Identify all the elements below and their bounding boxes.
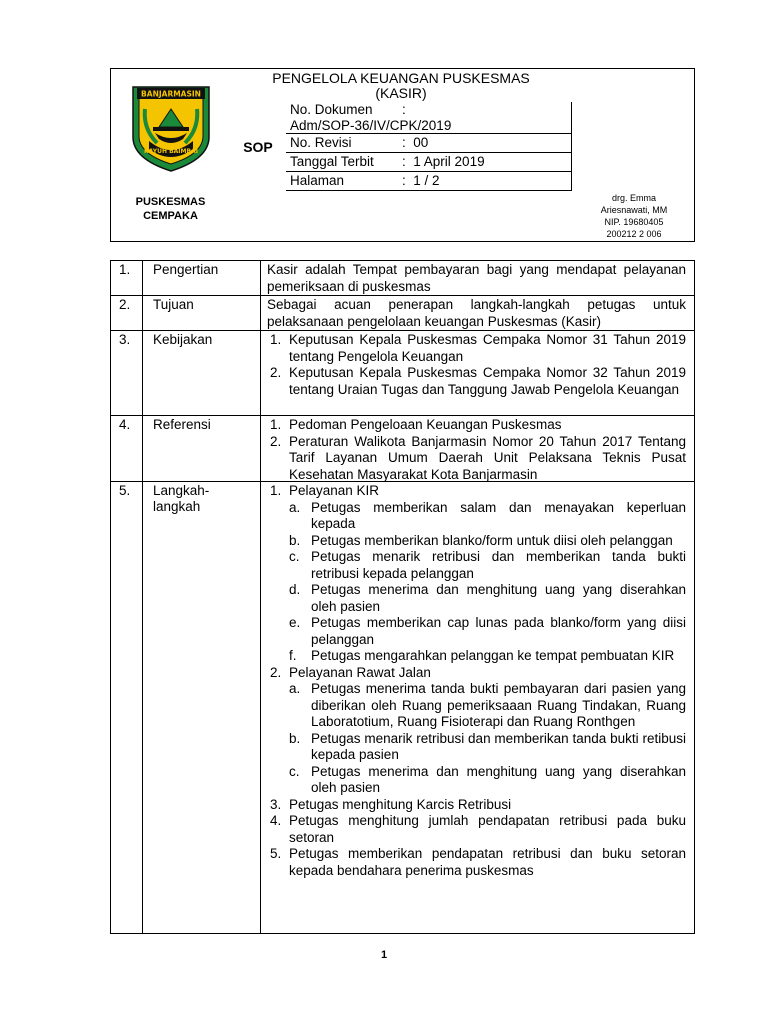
logo-cell — [111, 69, 230, 191]
step-heading: 2. Pelayanan Rawat Jalan — [270, 664, 431, 680]
list-item: a. Petugas menerima tanda bukti pembayaran dari pasien yang diberikan oleh Ruang pemeriksaaan Ruang Tindakan, Ruang Laboratotium, Ruang Fisioterapi dan Ruang Ronthgen — [289, 681, 686, 729]
page-number: 1 — [380, 949, 388, 961]
list-item: b. Petugas memberikan blanko/form untuk diisi oleh pelanggan — [289, 532, 673, 548]
signature-blank-cell — [230, 191, 572, 243]
section-tujuan: 2. Tujuan Sebagai acuan penerapan langkah-langkah petugas untuk pelaksanaan pengelolaan keuangan Puskesmas (Kasir) — [111, 296, 694, 331]
list-item: 5. Petugas memberikan pendapatan retribusi dan buku setoran kepada bendahara penerima puskesmas — [270, 846, 686, 878]
list-item: 1. Keputusan Kepala Puskesmas Cempaka Nomor 31 Tahun 2019 tentang Pengelola Keuangan — [270, 332, 686, 364]
header-blank-cell — [572, 69, 696, 191]
list-item: 3. Petugas menghitung Karcis Retribusi — [270, 796, 512, 812]
page-row: Halaman : 1 / 2 — [286, 172, 572, 191]
section-referensi: 4. Referensi 1. Pedoman Pengeloaan Keuangan Puskesmas 2. Peraturan Walikota Banjarmasin Nomor 20 Tahun 2017 Tentang Tarif Layanan Umum Daerah Unit Pelaksana Teknis Pusat Kesehatan Masyarakat Kota Banjarmasin — [111, 416, 694, 482]
svg-text:KAYUH BAIMBAI: KAYUH BAIMBAI — [144, 148, 198, 155]
list-item: 2. Peraturan Walikota Banjarmasin Nomor 20 Tahun 2017 Tentang Tarif Layanan Umum Daerah Unit Pelaksana Teknis Pusat Kesehatan Masyarakat Kota Banjarmasin — [270, 433, 686, 482]
doc-number-row: No. Dokumen : Adm/SOP-36/IV/CPK/2019 — [286, 102, 572, 134]
sop-title: PENGELOLA KEUANGAN PUSKESMAS (KASIR) — [272, 70, 530, 101]
sop-header-table — [110, 68, 695, 242]
organization-name: PUSKESMAS CEMPAKA — [135, 196, 206, 222]
list-item: c. Petugas menerima dan menghitung uang yang diserahkan oleh pasien — [289, 763, 686, 795]
step-heading: 1. Pelayanan KIR — [270, 483, 380, 498]
list-item: 2. Keputusan Kepala Puskesmas Cempaka Nomor 32 Tahun 2019 tentang Uraian Tugas dan Tanggung Jawab Pengelola Keuangan — [270, 365, 686, 397]
list-item: e. Petugas memberikan cap lunas pada blanko/form yang diisi pelanggan — [289, 615, 686, 647]
section-langkah-langkah: 5. Langkah- langkah 1. Pelayanan KIR a. Petugas memberikan salam dan menayakan keperluan kepada b. Petugas memberikan blanko/form untuk diisi oleh pelanggan c. Petugas menarik retribusi dan memberikan tanda bukti retribusi kepada pelanggan d. Petugas menerima dan menghitung uang yang diserahkan oleh pasien e. Petugas memberikan cap lunas pada blanko/form yang diisi pelanggan f. Petugas mengarahkan pelanggan ke tempat pembuatan KIR 2. Pelayanan Rawat Jalan a. Petugas menerima tanda bukti pembayaran dari pasien yang diberikan oleh Ruang pemeriksaaan Ruang Tindakan, Ruang Laboratotium, Ruang Fisioterapi dan Ruang Ronthgen b. Petugas menarik retribusi dan memberikan tanda bukti retibusi kepada pasien c. Petugas menerima dan menghitung uang yang diserahkan oleh pasien 3. Petugas menghitung Karcis Retribusi 4. Petugas menghitung jumlah pendapatan retribusi pada buku setoran 5. Petugas memberikan pendapatan retribusi dan buku setoran kepada bendahara penerima puskesmas — [111, 482, 694, 933]
sop-label: SOP — [243, 138, 273, 155]
signer-info: drg. Emma Ariesnawati, MM NIP. 19680405 200212 2 006 — [600, 193, 668, 239]
svg-text:BANJARMASIN: BANJARMASIN — [141, 89, 201, 99]
sop-content-table — [110, 260, 695, 934]
list-item: a. Petugas memberikan salam dan menayakan keperluan kepada — [289, 499, 686, 531]
list-item: b. Petugas menarik retribusi dan memberikan tanda bukti retibusi kepada pasien — [289, 730, 686, 762]
banjarmasin-emblem-icon — [123, 79, 219, 175]
revision-row: No. Revisi : 00 — [286, 134, 572, 153]
section-kebijakan: 3. Kebijakan 1. Keputusan Kepala Puskesmas Cempaka Nomor 31 Tahun 2019 tentang Pengelola Keuangan 2. Keputusan Kepala Puskesmas Cempaka Nomor 32 Tahun 2019 tentang Uraian Tugas dan Tanggung Jawab Pengelola Keuangan — [111, 331, 694, 416]
list-item: f. Petugas mengarahkan pelanggan ke tempat pembuatan KIR — [289, 648, 675, 663]
issued-date-row: Tanggal Terbit : 1 April 2019 — [286, 153, 572, 172]
section-pengertian: 1. Pengertian Kasir adalah Tempat pembayaran bagi yang mendapat pelayanan pemeriksaan di puskesmas — [111, 261, 694, 296]
list-item: 1. Pedoman Pengeloaan Keuangan Puskesmas — [270, 417, 562, 432]
list-item: d. Petugas menerima dan menghitung uang yang diserahkan oleh pasien — [289, 582, 686, 614]
list-item: 4. Petugas menghitung jumlah pendapatan retribusi pada buku setoran — [270, 813, 686, 845]
list-item: c. Petugas menarik retribusi dan memberikan tanda bukti retribusi kepada pelanggan — [289, 549, 686, 581]
